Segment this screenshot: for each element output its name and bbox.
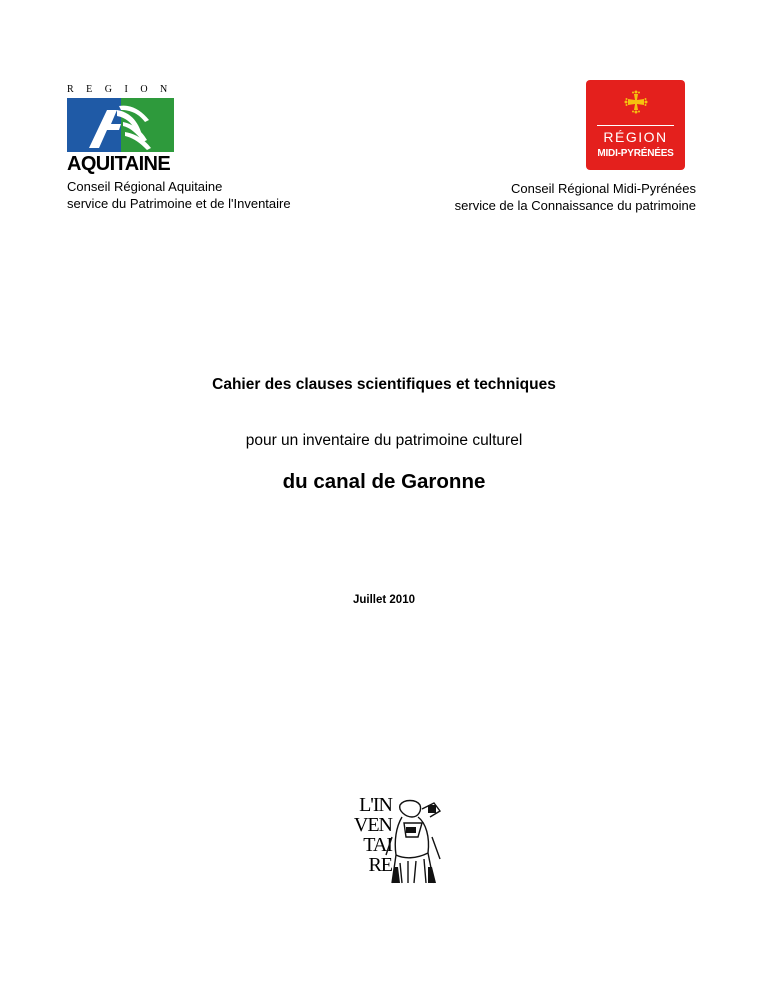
inventaire-line-2: VEN — [353, 814, 392, 836]
midi-pyrenees-logo — [586, 80, 685, 170]
midi-pyrenees-service: service de la Connaissance du patrimoine — [454, 198, 696, 213]
midi-pyrenees-caption — [455, 180, 696, 214]
aquitaine-service: service du Patrimoine et de l'Inventaire — [67, 196, 291, 211]
aquitaine-logo — [67, 84, 180, 175]
midi-pyrenees-sub-word: MIDI-PYRÉNÉES — [597, 148, 674, 159]
midi-pyrenees-region-word: RÉGION — [603, 129, 668, 145]
aquitaine-caption — [67, 178, 291, 212]
inventaire-logo — [332, 795, 444, 885]
inventaire-figure-icon — [382, 797, 444, 885]
aquitaine-emblem-icon — [67, 98, 174, 152]
document-date: Juillet 2010 — [352, 594, 415, 606]
midi-pyrenees-council: Conseil Régional Midi-Pyrénées — [511, 181, 696, 196]
document-subtitle: pour un inventaire du patrimoine culturel — [245, 432, 523, 449]
aquitaine-region-word: REGION — [67, 84, 180, 95]
inventaire-line-3: TAI — [363, 834, 392, 856]
logo-divider — [597, 125, 674, 126]
aquitaine-name: AQUITAINE — [67, 153, 171, 175]
document-title: Cahier des clauses scientifiques et techniques — [212, 376, 556, 393]
inventaire-line-1: L'IN — [359, 794, 392, 816]
aquitaine-council: Conseil Régional Aquitaine — [67, 179, 223, 194]
document-main-title: du canal de Garonne — [282, 470, 486, 493]
inventaire-line-4: RE — [368, 854, 392, 876]
occitan-cross-icon — [624, 90, 648, 114]
